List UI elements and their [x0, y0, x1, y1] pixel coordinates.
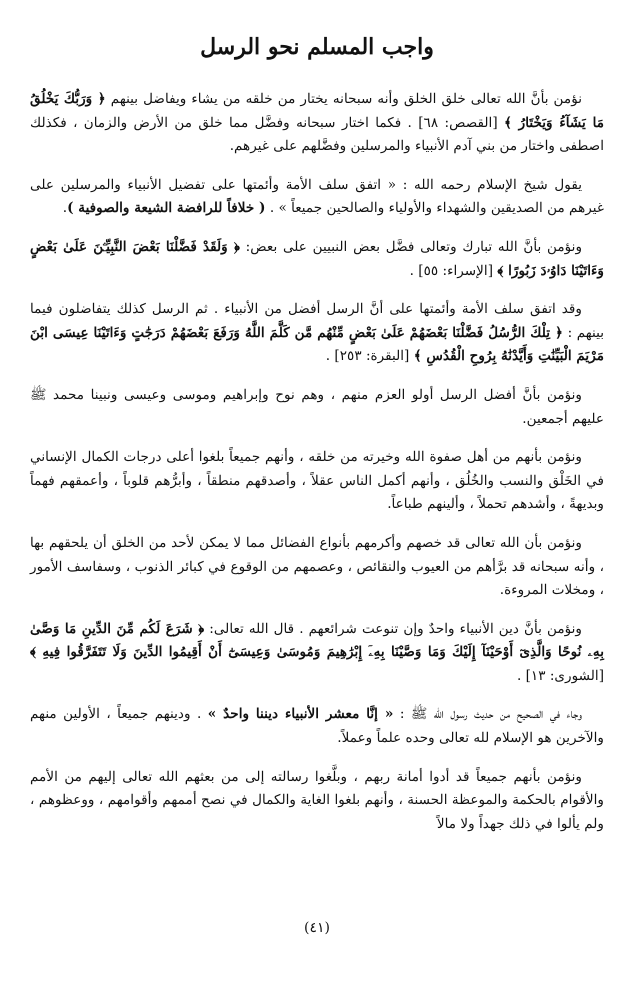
paragraph [30, 174, 604, 221]
verse-reference: [الشورى: ١٣] [525, 667, 604, 684]
paragraph [30, 618, 604, 689]
hadith-quote: « إنَّا معشر الأنبياء ديننا واحدٌ » [207, 706, 394, 723]
paragraph [30, 446, 604, 517]
paragraph-text: نؤمن بأنَّ الله تعالى خلق الخلق وأنه سبحانه يختار من خلقه من يشاء ويفاضل بينهم [110, 91, 582, 107]
paragraph-text: ونؤمن بأنهم جميعاً قد أدوا أمانة ربهم ، وبلَّغوا رسالته إلى من بعثهم الله تعالى إليهم من الأمم والأقوام بالحكمة والموعظة الحسنة ، وأنهم بلغوا الغاية والكمال في نصح أممهم وأقوامهم ، ووعظوهم ، ولم يألوا في ذلك جهداً ولا مالاً [30, 768, 604, 832]
quran-verse: ﴿ تِلْكَ الرُّسُلُ فَضَّلْنَا بَعْضَهُمْ عَلَىٰ بَعْضٍ مِّنْهُم مَّن كَلَّمَ اللَّهُ وَرَفَعَ بَعْضَهُمْ دَرَجَٰتٍ وَءَاتَيْنَا عِيسَى ابْنَ مَرْيَمَ الْبَيِّنَٰتِ وَأَيَّدْنَٰهُ بِرُوحِ الْقُدُسِ ﴾ [30, 324, 604, 365]
paragraph-text: ونؤمن بأن الله تعالى قد خصهم وأكرمهم بأنواع الفضائل مما لا يمكن لأحد من الخلق أن يلحقهم بها ، وأنه سبحانه قد برَّأهم من العيوب والنقائص ، وعصمهم من الوقوع في كبائر الذنوب ، وسفاسف الأمور ، ومخلات المروءة. [30, 534, 604, 599]
verse-reference: [البقرة: ٢٥٣] [334, 348, 410, 365]
paragraph-text: . ودينهم جميعاً ، الأولين منهم والآخرين هو الإسلام لله تعالى وحده علماً وعملاً. [30, 706, 604, 747]
paragraph-text: . فكما اختار سبحانه وفضَّل مما خلق من الأرض والزمان ، فكذلك اصطفى واختار من بني آدم الأنبياء والمرسلين وفضَّلهم على غيرهم. [30, 114, 604, 155]
paragraph [30, 532, 604, 603]
paragraph-text: . [516, 667, 522, 684]
bold-phrase: ( خلافاً للرافضة الشيعة والصوفية ) [67, 200, 266, 217]
quran-verse: ﴿ شَرَعَ لَكُم مِّنَ الدِّينِ مَا وَصَّىٰ بِهِۦ نُوحًا وَالَّذِىٓ أَوْحَيْنَآ إِلَيْكَ وَمَا وَصَّيْنَا بِهِۦٓ إِبْرَٰهِيمَ وَمُوسَىٰ وَعِيسَىٰٓ أَنْ أَقِيمُوا الدِّينَ وَلَا تَتَفَرَّقُوا فِيهِ ﴾ [30, 620, 604, 661]
body-text [30, 88, 604, 851]
paragraph [30, 298, 604, 369]
paragraph-text: ونؤمن بأنهم من أهل صفوة الله وخيرته من خلقه ، وأنهم جميعاً بلغوا أعلى درجات الكمال الإنساني في الخَلْق والنسب والخُلُق ، وأنهم أكمل الناس عقلاً ، وأصدقهم منطقاً ، وأبرُّهم قلوباً ، وأعمقهم فهماً وبديهةً ، وأشدهم تحملاً ، وألينهم طباعاً. [30, 449, 604, 513]
verse-reference: [الإسراء: ٥٥] [418, 262, 494, 279]
paragraph [30, 88, 604, 159]
paragraph-text: ونؤمن بأنَّ الله تبارك وتعالى فضَّل بعض النبيين على بعض: [245, 238, 583, 255]
paragraph-text: . [325, 348, 331, 365]
paragraph-text: وقد اتفق سلف الأمة وأئمتها على أنَّ الرسل أفضل من الأنبياء . ثم الرسل كذلك يتفاضلون فيما بينهم : [30, 301, 605, 341]
quran-verse: ﴿ وَرَبُّكَ يَخْلُقُ مَا يَشَآءُ وَيَخْتَارُ ﴾ [30, 91, 604, 131]
paragraph-text: يقول شيخ الإسلام رحمه الله : « اتفق سلف الأمة وأئمتها على تفضيل الأنبياء والمرسلين على غيرهم من الصديقين والشهداء والأولياء والصالحين جميعاً » . [30, 176, 604, 217]
page-title: واجب المسلم نحو الرسل [200, 34, 434, 60]
paragraph-text: ونؤمن بأنَّ دين الأنبياء واحدٌ وإن تنوعت شرائعهم . قال الله تعالى: [209, 620, 582, 637]
paragraph-text: . [62, 200, 68, 217]
paragraph-text: ونؤمن بأنَّ أفضل الرسل أولو العزم منهم ، وهم نوح وإبراهيم وموسى وعيسى ونبينا محمد ﷺ عليهم أجمعين. [30, 386, 604, 427]
page-number: (٤١) [304, 920, 330, 936]
verse-reference: [القصص: ٦٨] [418, 114, 498, 131]
paragraph [30, 703, 604, 750]
paragraph [30, 236, 604, 283]
quran-verse: ﴿ وَلَقَدْ فَضَّلْنَا بَعْضَ النَّبِيِّـۧنَ عَلَىٰ بَعْضٍ وَءَاتَيْنَا دَاوُۥدَ زَبُورًا ﴾ [30, 238, 604, 279]
paragraph [30, 384, 604, 431]
paragraph [30, 766, 604, 837]
paragraph-text: . [409, 262, 414, 279]
paragraph-text: وجاء في الصحيح من حديث رسول الله ﷺ : [399, 706, 582, 723]
